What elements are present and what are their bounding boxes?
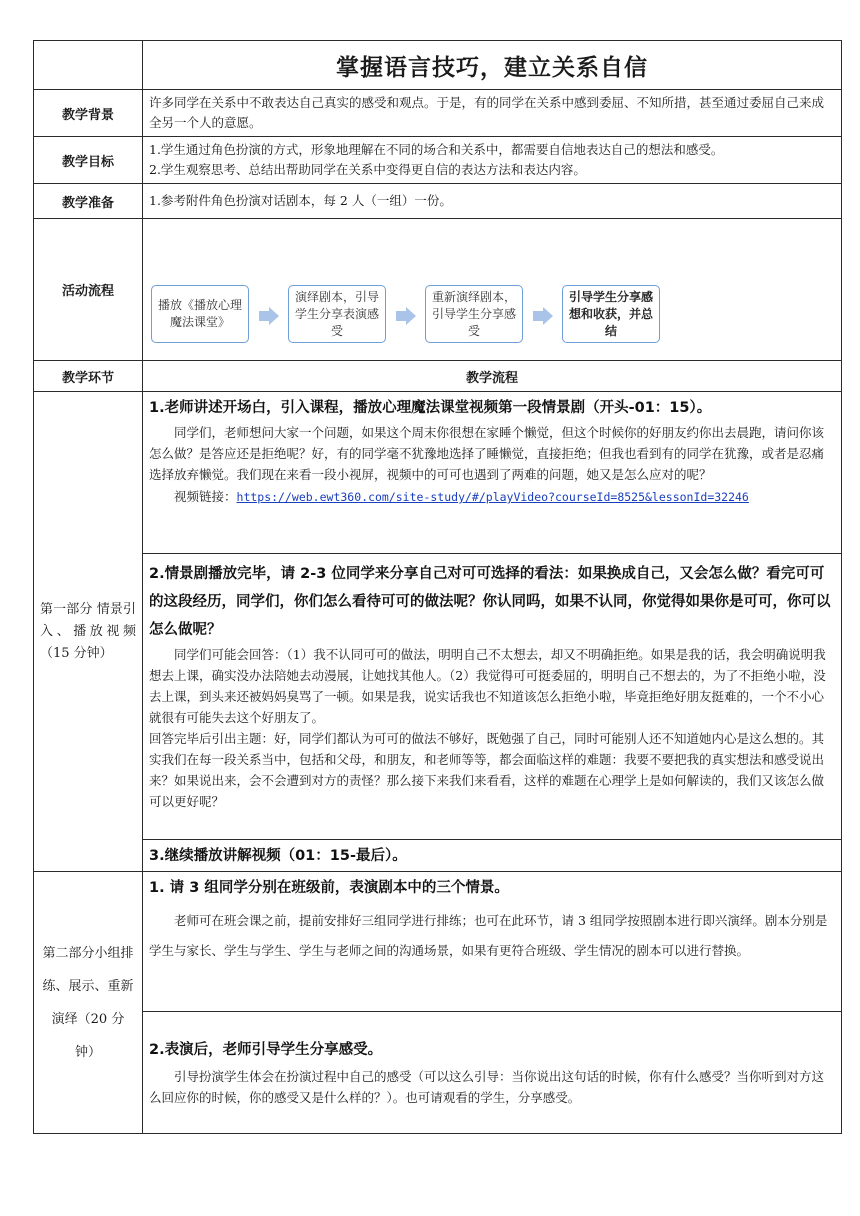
background-label: 教学背景	[34, 90, 143, 137]
part1-s2-body1: 同学们可能会回答：（1）我不认同可可的做法，明明自己不太想去，却又不明确拒绝。如果是我的话，我会明确说明我想去上课，确实没办法陪她去动漫展，让她找其他人。（2）我觉得可可挺委屈的，明明自己不想去的，为了不拒绝小啦，没去上课，到头来还被妈妈臭骂了一顿。如果是我，说实话我也不知道该怎么拒绝小啦，毕竟拒绝好朋友挺难的，一个不小心就很有可能失去这个好朋友了。	[149, 647, 826, 725]
flow-cell	[143, 219, 842, 361]
title-row	[34, 41, 842, 90]
part1-s2-body2: 回答完毕后引出主题：好，同学们都认为可可的做法不够好，既勉强了自己，同时可能别人还不知道她内心是这么想的。其实我们在每一段关系当中，包括和父母，和朋友，和老师等等，都会面临这样的难题：我要不要把我的真实想法和感受说出来？如果说出来，会不会遭到对方的责怪？那么接下来我们来看看，这样的难题在心理学上是如何解读的，我们又该怎么做可以更好呢？	[149, 731, 825, 809]
part1-label: 第一部分 情景引入、播放视频（15 分钟）	[34, 392, 143, 872]
flow-step-3: 重新演绎剧本，引导学生分享感受	[425, 285, 523, 343]
prep-row	[34, 184, 842, 219]
part1-sub2-row	[34, 554, 842, 840]
part1-sub3-row	[34, 840, 842, 872]
goal-item-2: 2.学生观察思考、总结出帮助同学在关系中变得更自信的表达方法和表达内容。	[149, 162, 586, 177]
video-link[interactable]: https://web.ewt360.com/site-study/#/playVideo?courseId=8525&lessonId=32246	[236, 490, 749, 504]
part2-sub2-row	[34, 1012, 842, 1134]
flow-step-2: 演绎剧本，引导学生分享表演感受	[288, 285, 386, 343]
flow-diagram	[143, 219, 841, 359]
part1-s1-heading: 1.老师讲述开场白，引入课程，播放心理魔法课堂视频第一段情景剧（开头-01：15）。	[149, 400, 712, 416]
part1-sub1-cell	[143, 392, 842, 554]
part1-s1-link-line	[149, 485, 835, 509]
part2-sub1-row	[34, 872, 842, 1012]
title-left-cell	[34, 41, 143, 90]
header-row	[34, 361, 842, 392]
part1-sub3-cell	[143, 840, 842, 872]
goal-item-1: 1.学生通过角色扮演的方式，形象地理解在不同的场合和关系中，都需要自信地表达自己的想法和感受。	[149, 142, 724, 157]
part2-s1-heading: 1. 请 3 组同学分别在班级前，表演剧本中的三个情景。	[149, 880, 509, 896]
header-stage: 教学环节	[34, 361, 143, 392]
prep-text: 1.参考附件角色扮演对话剧本，每 2 人（一组）一份。	[143, 184, 842, 219]
part2-label: 第二部分小组排练、展示、重新演绎（20 分钟）	[34, 872, 143, 1134]
flow-row	[34, 219, 842, 361]
part1-s1-link-label: 视频链接：	[174, 489, 237, 504]
goals-cell	[143, 137, 842, 184]
goals-label: 教学目标	[34, 137, 143, 184]
lesson-plan-table	[33, 40, 842, 1134]
flow-label: 活动流程	[34, 219, 143, 361]
background-row	[34, 90, 842, 137]
part2-s2-body: 引导扮演学生体会在扮演过程中自己的感受（可以这么引导：当你说出这句话的时候，你有什么感受？当你听到对方这么回应你的时候，你的感受又是什么样的？）。也可请观看的学生，分享感受。	[149, 1069, 825, 1105]
flow-step-1: 播放《播放心理魔法课堂》	[151, 285, 249, 343]
part1-sub2-cell	[143, 554, 842, 840]
page-title: 掌握语言技巧，建立关系自信	[143, 41, 842, 90]
part1-s2-heading: 2.情景剧播放完毕，请 2-3 位同学来分享自己对可可选择的看法：如果换成自己，又会怎么做？看完可可的这段经历，同学们，你们怎么看待可可的做法呢？你认同吗，如果不认同，你觉得如果你是可可，你可以怎么做呢？	[149, 566, 831, 638]
flow-step-4: 引导学生分享感想和收获，并总结	[562, 285, 660, 343]
background-text: 许多同学在关系中不敢表达自己真实的感受和观点。于是，有的同学在关系中感到委屈、不知所措，甚至通过委屈自己来成全另一个人的意愿。	[143, 90, 842, 137]
part2-sub2-cell	[143, 1012, 842, 1134]
part2-s2-heading: 2.表演后，老师引导学生分享感受。	[149, 1042, 383, 1058]
part1-sub1-row	[34, 392, 842, 554]
part1-s1-body: 同学们，老师想问大家一个问题，如果这个周末你很想在家睡个懒觉，但这个时候你的好朋友约你出去晨跑，请问你该怎么做？是答应还是拒绝呢？好，有的同学毫不犹豫地选择了睡懒觉，直接拒绝；但我也看到有的同学在犹豫，或者是忍痛选择放弃懒觉。我们现在来看一段小视屏，视频中的可可也遇到了两难的问题，她又是怎么应对的呢？	[149, 425, 825, 482]
goals-row	[34, 137, 842, 184]
prep-label: 教学准备	[34, 184, 143, 219]
part2-s1-body: 老师可在班会课之前，提前安排好三组同学进行排练；也可在此环节，请 3 组同学按照剧本进行即兴演绎。剧本分别是学生与家长、学生与学生、学生与老师之间的沟通场景，如果有更符合班级、学生情况的剧本可以进行替换。	[149, 913, 828, 958]
part2-sub1-cell	[143, 872, 842, 1012]
header-process: 教学流程	[143, 361, 842, 392]
part1-s3-heading: 3.继续播放讲解视频（01：15-最后）。	[149, 847, 407, 864]
